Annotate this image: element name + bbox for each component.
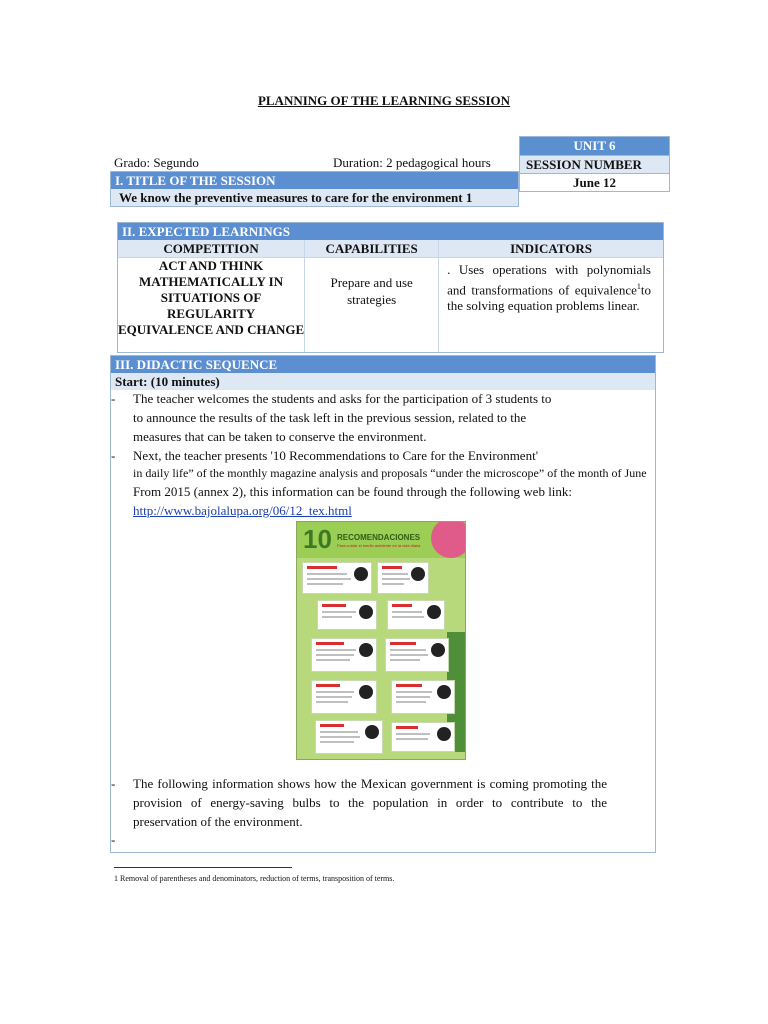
capability-line: strategies <box>347 292 397 307</box>
p2-line: From 2015 (annex 2), this information can be found through the following web link: <box>133 484 573 499</box>
recommendation-icon <box>354 567 368 581</box>
flower-icon <box>431 521 466 558</box>
recommendation-icon <box>431 643 445 657</box>
poster-card <box>387 600 445 630</box>
indicator-text: . Uses operations with polynomials and transformations of equivalence <box>447 262 651 297</box>
bullet-dash: - <box>111 448 116 463</box>
session-date: June 12 <box>520 173 669 191</box>
col-capabilities: CAPABILITIES <box>305 240 439 258</box>
poster-card <box>317 600 377 630</box>
poster-card <box>391 680 455 714</box>
trailing-dash: - <box>111 832 116 847</box>
recommendation-icon <box>411 567 425 581</box>
session-title-text: We know the preventive measures to care for the environment 1 <box>111 189 518 206</box>
start-label: Start: (10 minutes) <box>111 373 655 390</box>
session-number-label: SESSION NUMBER <box>520 155 669 173</box>
poster-card <box>315 720 383 754</box>
recommendation-icon <box>359 685 373 699</box>
competition-line: ACT AND THINK <box>158 258 264 273</box>
competition-line: EQUIVALENCE AND CHANGE <box>118 322 305 337</box>
poster-card <box>302 562 372 594</box>
paragraph-3 <box>111 774 631 831</box>
indicator-footnote-ref: 1 <box>636 281 641 291</box>
expected-learnings-section <box>117 222 664 353</box>
recommendation-icon <box>437 727 451 741</box>
paragraph-2 <box>111 446 671 520</box>
footnote: 1 Removal of parentheses and denominators, reduction of terms, transposition of terms. <box>114 874 395 883</box>
recommendation-icon <box>359 605 373 619</box>
section-3-heading: III. DIDACTIC SEQUENCE <box>111 356 655 373</box>
col-competition: COMPETITION <box>118 240 305 258</box>
poster-subtitle: Para cuidar el medio ambiente en la vida diaria <box>337 543 421 548</box>
unit-label: UNIT 6 <box>520 137 669 155</box>
p2-line: Next, the teacher presents '10 Recommendations to Care for the Environment' <box>133 448 539 463</box>
indicators-cell <box>439 258 663 353</box>
p1-line: to announce the results of the task left in the previous session, related to the <box>133 410 527 425</box>
title-of-session-section <box>110 171 519 207</box>
p2-line: in daily life” of the monthly magazine analysis and proposals “under the microscope” of the month of June <box>133 466 647 480</box>
poster-card <box>311 680 377 714</box>
poster-title: RECOMENDACIONES <box>337 533 421 542</box>
recommendation-icon <box>437 685 451 699</box>
competition-line: MATHEMATICALLY IN <box>139 274 284 289</box>
capability-line: Prepare and use <box>330 275 413 290</box>
duration-label: Duration: 2 pedagogical hours <box>333 155 491 170</box>
recommendations-poster <box>296 521 466 760</box>
poster-card <box>311 638 377 672</box>
unit-box <box>519 136 670 192</box>
poster-number: 10 <box>303 524 332 554</box>
p1-line: The teacher welcomes the students and asks for the participation of 3 students to <box>133 391 552 406</box>
section-1-heading: I. TITLE OF THE SESSION <box>111 172 518 189</box>
indicator-text-cont: to the solving equation problems linear. <box>447 281 651 314</box>
p1-line: measures that can be taken to conserve the environment. <box>133 429 427 444</box>
col-indicators: INDICATORS <box>439 240 663 258</box>
recommendation-icon <box>427 605 441 619</box>
bajolalupa-web-link[interactable]: http://www.bajolalupa.org/06/12_tex.html <box>133 503 352 518</box>
bullet-dash: - <box>111 391 116 406</box>
p3-text: The following information shows how the Mexican government is coming promoting the provision of energy-saving bulbs to the population in order to contribute to the preservation of the environment. <box>133 776 607 829</box>
capabilities-cell <box>305 258 439 353</box>
recommendation-icon <box>365 725 379 739</box>
poster-card <box>377 562 429 594</box>
footnote-separator <box>114 867 292 868</box>
poster-card <box>385 638 449 672</box>
paragraph-1 <box>111 389 651 446</box>
recommendation-icon <box>359 643 373 657</box>
section-2-heading: II. EXPECTED LEARNINGS <box>118 223 663 240</box>
competition-line: SITUATIONS OF <box>160 290 262 305</box>
competition-line: REGULARITY <box>167 306 256 321</box>
page-title: PLANNING OF THE LEARNING SESSION <box>257 93 511 108</box>
poster-card <box>391 722 455 752</box>
competition-cell <box>118 258 305 353</box>
grado-label: Grado: Segundo <box>114 155 199 170</box>
bullet-dash: - <box>111 776 116 791</box>
learnings-table <box>118 240 663 352</box>
